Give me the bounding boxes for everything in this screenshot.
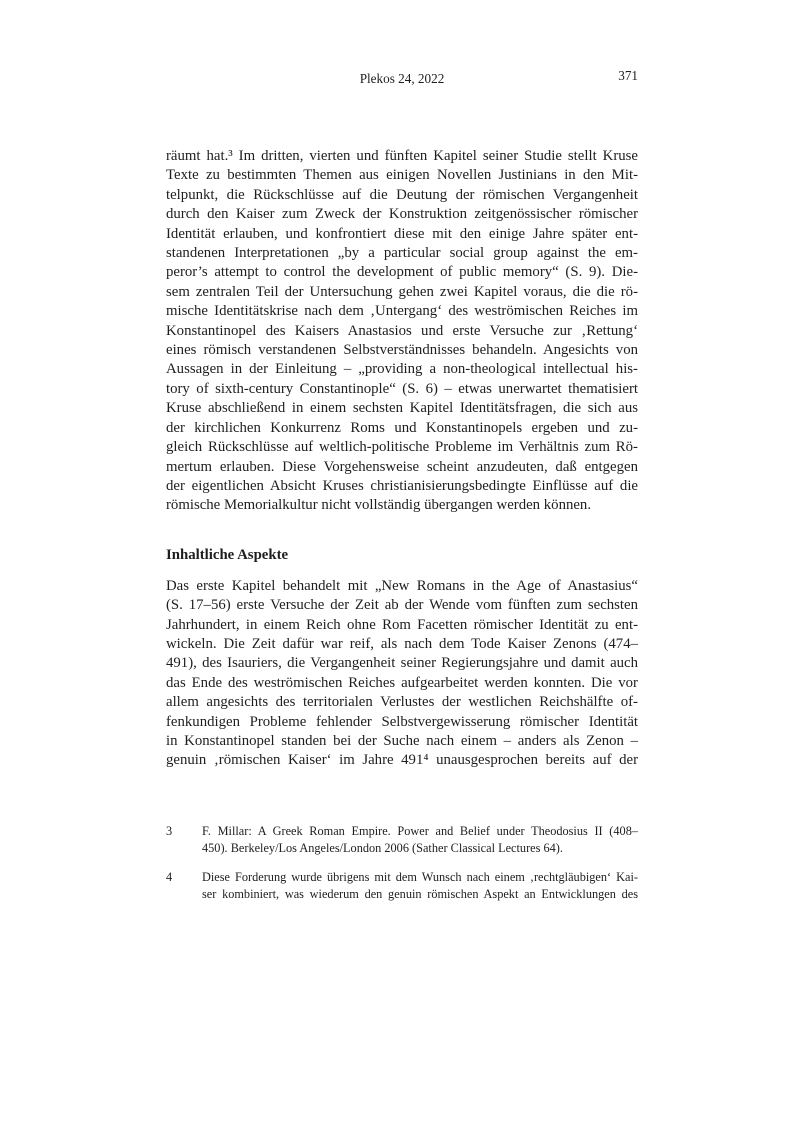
footnote-text: [202, 823, 638, 858]
text-line: 450). Berkeley/Los Angeles/London 2006 (Sather Classical Lectures 64).: [202, 841, 563, 856]
text-line: fenkundigen Probleme fehlender Selbstvergewisserung römischer Identität: [166, 713, 638, 730]
text-line: räumt hat.³ Im dritten, vierten und fünften Kapitel seiner Studie stellt Kruse: [166, 148, 638, 164]
footnote-number: 4: [166, 869, 173, 884]
text-line: 491), des Isauriers, die Vergangenheit seiner Regierungsjahre und damit auch: [166, 655, 638, 672]
text-line: durch den Kaiser zum Zweck der Konstruktion zeitgenössischer römischer: [166, 206, 638, 223]
text-line: ser kombiniert, was wiederum den genuin römischen Aspekt an Entwicklungen des: [202, 887, 638, 902]
text-line: genuin ‚römischen Kaiser‘ im Jahre 491⁴ unausgesprochen bereits auf der: [166, 752, 638, 769]
footnote: [166, 823, 638, 858]
text-line: F. Millar: A Greek Roman Empire. Power and Belief under Theodosius II (408–: [202, 823, 638, 838]
journal-title: Plekos 24, 2022: [359, 71, 445, 86]
text-line: Jahrhundert, in einem Reich ohne Rom Facetten römischer Identität zu ent-: [166, 616, 638, 633]
running-header: [166, 70, 638, 87]
text-line: der eigentlichen Absicht Kruses christianisierungsbedingte Einflüsse auf die: [166, 477, 638, 494]
text-line: römische Memorialkultur nicht vollständig übergangen werden können.: [166, 497, 592, 514]
text-line: mische Identitätskrise nach dem ‚Untergang‘ des weströmischen Reiches im: [166, 303, 638, 320]
text-line: Kruse abschließend in einem sechsten Kapitel Identitätsfragen, die sich aus: [166, 400, 638, 417]
text-line: peror’s attempt to control the development of public memory“ (S. 9). Die-: [166, 264, 638, 281]
text-line: sem zentralen Teil der Untersuchung gehen zwei Kapitel voraus, die die rö-: [166, 283, 638, 300]
footnote: [166, 869, 638, 904]
text-line: in Konstantinopel standen bei der Suche nach einem – anders als Zenon –: [166, 732, 638, 749]
text-line: tory of sixth-century Constantinople“ (S. 6) – etwas unerwartet thematisiert: [166, 380, 638, 397]
footnote-text: [202, 869, 638, 904]
text-line: Konstantinopel des Kaisers Anastasios und erste Versuche zur ‚Rettung‘: [166, 322, 638, 339]
body-paragraph-1: [166, 147, 638, 516]
text-line: Aussagen in der Einleitung – „providing a non-theological intellectual his-: [166, 361, 638, 378]
page-number: 371: [618, 68, 638, 83]
text-line: Texte zu bestimmten Themen aus einigen Novellen Justinians in den Mit-: [166, 167, 638, 184]
text-line: eines römisch verstandenen Selbstverständnisses behandeln. Angesichts von: [166, 342, 638, 359]
text-line: telpunkt, die Rückschlüsse auf die Deutung der römischen Vergangenheit: [166, 186, 638, 203]
text-line: Diese Forderung wurde übrigens mit dem Wunsch nach einem ‚rechtgläubigen‘ Kai-: [202, 869, 638, 884]
text-line: standenen Interpretationen „by a particular social group against the em-: [166, 245, 638, 262]
footnotes-section: [166, 823, 638, 904]
section-heading: Inhaltliche Aspekte: [166, 546, 289, 563]
text-line: (S. 17–56) erste Versuche der Zeit ab der Wende vom fünften zum sechsten: [166, 597, 638, 614]
text-column: [166, 0, 638, 904]
body-paragraph-2: [166, 577, 638, 771]
footnote-number: 3: [166, 823, 173, 838]
text-line: mertum erlauben. Diese Vorgehensweise scheint anzudeuten, daß entgegen: [166, 458, 638, 475]
text-line: das Ende des weströmischen Reiches aufgearbeitet werden konnten. Die vor: [166, 674, 638, 691]
text-line: wickeln. Die Zeit dafür war reif, als nach dem Tode Kaiser Zenons (474–: [166, 635, 638, 652]
text-line: gleich Rückschlüsse auf weltlich-politische Probleme im Verhältnis zum Rö-: [166, 439, 638, 456]
text-line: Das erste Kapitel behandelt mit „New Romans in the Age of Anastasius“: [166, 577, 638, 594]
text-line: allem angesichts des territorialen Verlustes der westlichen Reichshälfte of-: [166, 694, 638, 711]
text-line: Identität erlauben, und konfrontiert diese mit den einige Jahre später ent-: [166, 225, 638, 242]
text-line: der kirchlichen Konkurrenz Roms und Konstantinopels ergeben und zu-: [166, 419, 638, 436]
